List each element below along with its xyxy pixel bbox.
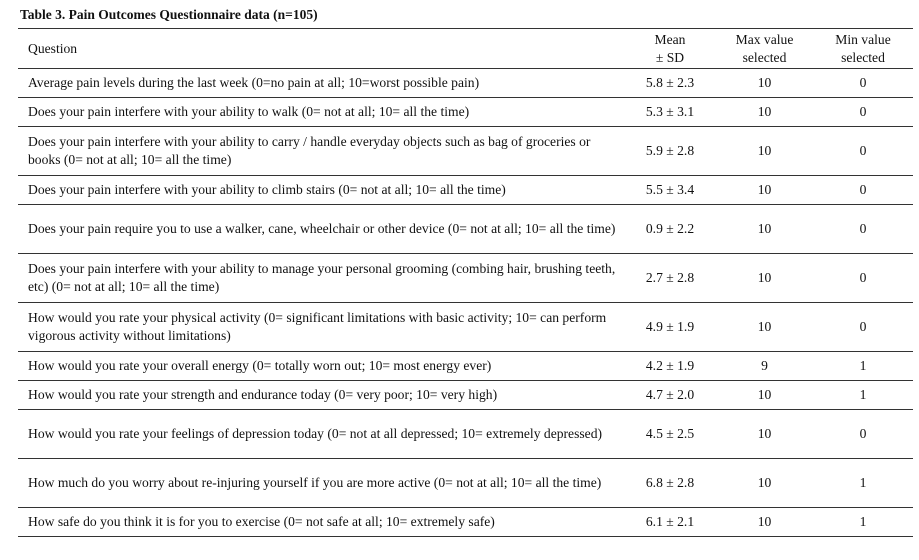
question-cell: Does your pain interfere with your ability to manage your personal grooming (combing hair, brushing teeth, etc) (0= not at all; 10= all the time) [18,254,624,303]
table-row [18,381,913,410]
table-row [18,254,913,303]
max-value-cell: 10 [716,205,813,254]
table-row [18,303,913,352]
mean-sd-cell: 4.9 ± 1.9 [624,303,716,352]
table-row [18,176,913,205]
min-value-cell: 0 [813,69,913,98]
max-value-cell: 10 [716,98,813,127]
max-value-cell: 10 [716,459,813,508]
question-cell: Does your pain interfere with your ability to walk (0= not at all; 10= all the time) [18,98,624,127]
min-value-cell: 1 [813,352,913,381]
mean-sd-cell: 5.8 ± 2.3 [624,69,716,98]
table-row [18,459,913,508]
question-cell: How would you rate your feelings of depression today (0= not at all depressed; 10= extremely depressed) [18,410,624,459]
table-row [18,69,913,98]
question-cell: Does your pain require you to use a walker, cane, wheelchair or other device (0= not at all; 10= all the time) [18,205,624,254]
table-row [18,127,913,176]
header-question: Question [18,29,624,69]
mean-sd-cell: 6.1 ± 2.1 [624,508,716,537]
mean-sd-cell: 5.9 ± 2.8 [624,127,716,176]
header-row [18,29,913,69]
min-value-cell: 1 [813,381,913,410]
min-value-cell: 0 [813,127,913,176]
max-value-cell: 10 [716,410,813,459]
max-value-cell: 10 [716,254,813,303]
header-max-value: Max value selected [716,29,813,69]
question-cell: Does your pain interfere with your ability to climb stairs (0= not at all; 10= all the time) [18,176,624,205]
table-row [18,98,913,127]
max-value-cell: 9 [716,352,813,381]
mean-sd-cell: 0.9 ± 2.2 [624,205,716,254]
table-row [18,410,913,459]
question-cell: How would you rate your overall energy (0= totally worn out; 10= most energy ever) [18,352,624,381]
min-value-cell: 0 [813,254,913,303]
table-row [18,205,913,254]
mean-sd-cell: 5.3 ± 3.1 [624,98,716,127]
question-cell: How safe do you think it is for you to exercise (0= not safe at all; 10= extremely safe) [18,508,624,537]
header-min-value: Min value selected [813,29,913,69]
max-value-cell: 10 [716,381,813,410]
min-value-cell: 0 [813,98,913,127]
header-mean-sd: Mean ± SD [624,29,716,69]
table-row [18,352,913,381]
min-value-cell: 0 [813,303,913,352]
max-value-cell: 10 [716,303,813,352]
table-caption: Table 3. Pain Outcomes Questionnaire data (n=105) [20,7,318,22]
table-row [18,508,913,537]
min-value-cell: 0 [813,176,913,205]
mean-sd-cell: 6.8 ± 2.8 [624,459,716,508]
table-header [18,29,913,69]
max-value-cell: 10 [716,508,813,537]
question-cell: Average pain levels during the last week (0=no pain at all; 10=worst possible pain) [18,69,624,98]
question-cell: How would you rate your physical activity (0= significant limitations with basic activity; 10= can perform vigorous activity without limitations) [18,303,624,352]
max-value-cell: 10 [716,127,813,176]
question-cell: How would you rate your strength and endurance today (0= very poor; 10= very high) [18,381,624,410]
mean-sd-cell: 5.5 ± 3.4 [624,176,716,205]
table-body [18,69,913,537]
mean-sd-cell: 4.2 ± 1.9 [624,352,716,381]
max-value-cell: 10 [716,69,813,98]
mean-sd-cell: 2.7 ± 2.8 [624,254,716,303]
mean-sd-cell: 4.7 ± 2.0 [624,381,716,410]
max-value-cell: 10 [716,176,813,205]
pain-outcomes-table [18,28,913,537]
min-value-cell: 0 [813,410,913,459]
min-value-cell: 1 [813,508,913,537]
min-value-cell: 1 [813,459,913,508]
question-cell: Does your pain interfere with your ability to carry / handle everyday objects such as bag of groceries or books (0= not at all; 10= all the time) [18,127,624,176]
min-value-cell: 0 [813,205,913,254]
mean-sd-cell: 4.5 ± 2.5 [624,410,716,459]
question-cell: How much do you worry about re-injuring yourself if you are more active (0= not at all; 10= all the time) [18,459,624,508]
